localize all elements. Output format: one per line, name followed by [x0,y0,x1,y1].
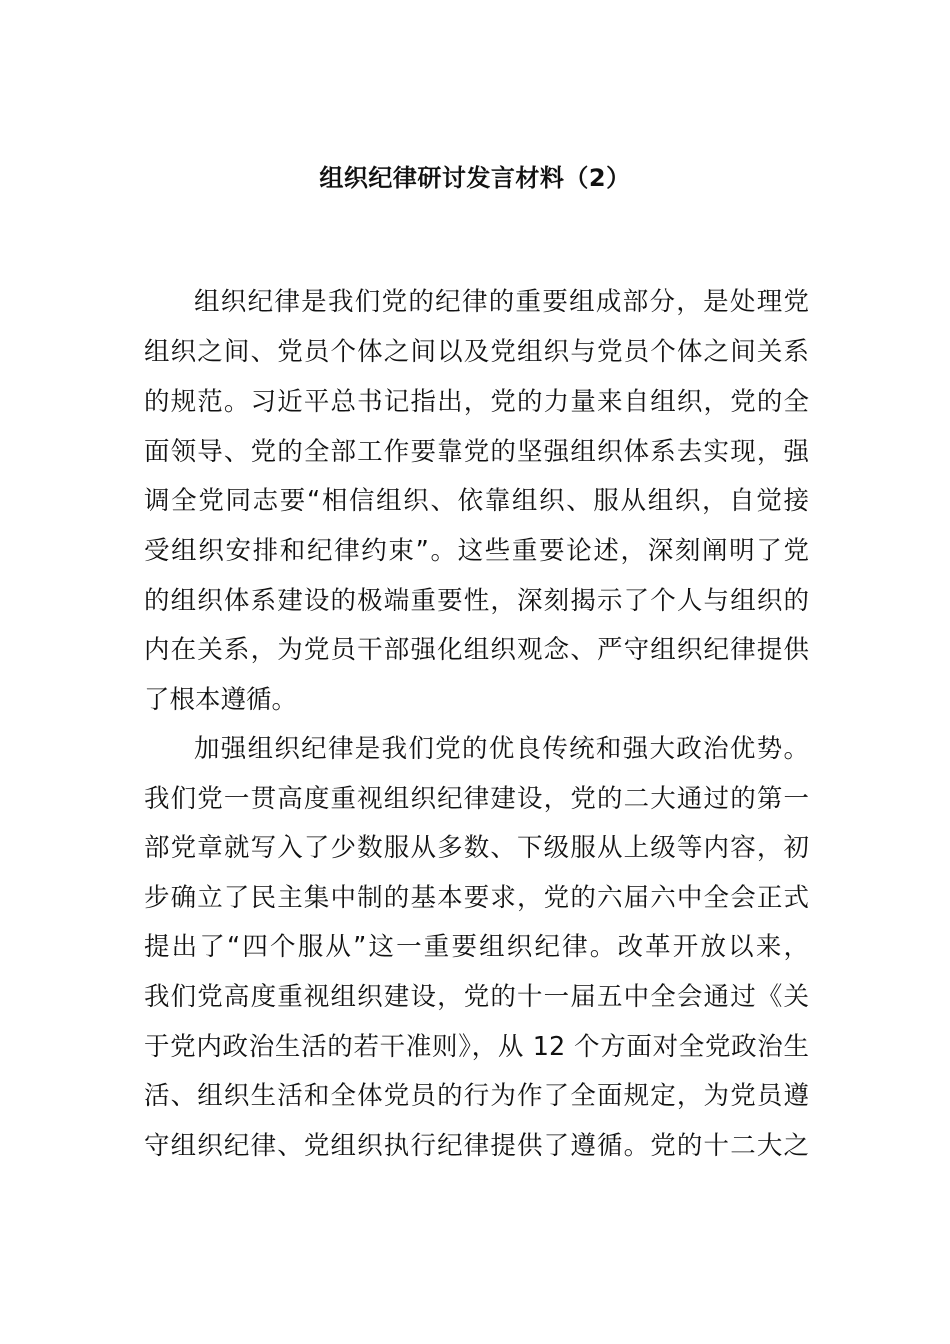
paragraph-line: 调全党同志要“相信组织、依靠组织、服从组织，自觉接 [144,486,809,516]
paragraph-line: 了根本遵循。 [144,685,298,715]
paragraph-line: 于党内政治生活的若干准则》，从 12 个方面对全党政治生 [144,1032,809,1062]
paragraph-line: 的组织体系建设的极端重要性，深刻揭示了个人与组织的 [144,586,809,616]
paragraph-line: 组织纪律是我们党的纪律的重要组成部分，是处理党 [194,287,809,317]
paragraph-line: 内在关系，为党员干部强化组织观念、严守组织纪律提供 [144,635,809,665]
paragraph-line: 我们党高度重视组织建设，党的十一届五中全会通过《关 [144,982,809,1012]
paragraph-line: 受组织安排和纪律约束”。这些重要论述，深刻阐明了党 [144,536,809,566]
paragraph-line: 步确立了民主集中制的基本要求，党的六届六中全会正式 [144,883,809,913]
paragraph-line: 组织之间、党员个体之间以及党组织与党员个体之间关系 [144,337,809,367]
paragraph-line: 提出了“四个服从”这一重要组织纪律。改革开放以来， [144,932,809,962]
paragraph-line: 的规范。习近平总书记指出，党的力量来自组织，党的全 [144,387,809,417]
paragraph-line: 面领导、党的全部工作要靠党的坚强组织体系去实现，强 [144,437,809,467]
paragraph-line: 活、组织生活和全体党员的行为作了全面规定，为党员遵 [144,1081,809,1111]
paragraph-line: 部党章就写入了少数服从多数、下级服从上级等内容，初 [144,833,809,863]
paragraph-line: 守组织纪律、党组织执行纪律提供了遵循。党的十二大之 [144,1131,809,1161]
paragraph-line: 我们党一贯高度重视组织纪律建设，党的二大通过的第一 [144,784,809,814]
paragraph-line: 加强组织纪律是我们党的优良传统和强大政治优势。 [194,734,809,764]
document-title: 组织纪律研讨发言材料（2） [319,164,631,192]
